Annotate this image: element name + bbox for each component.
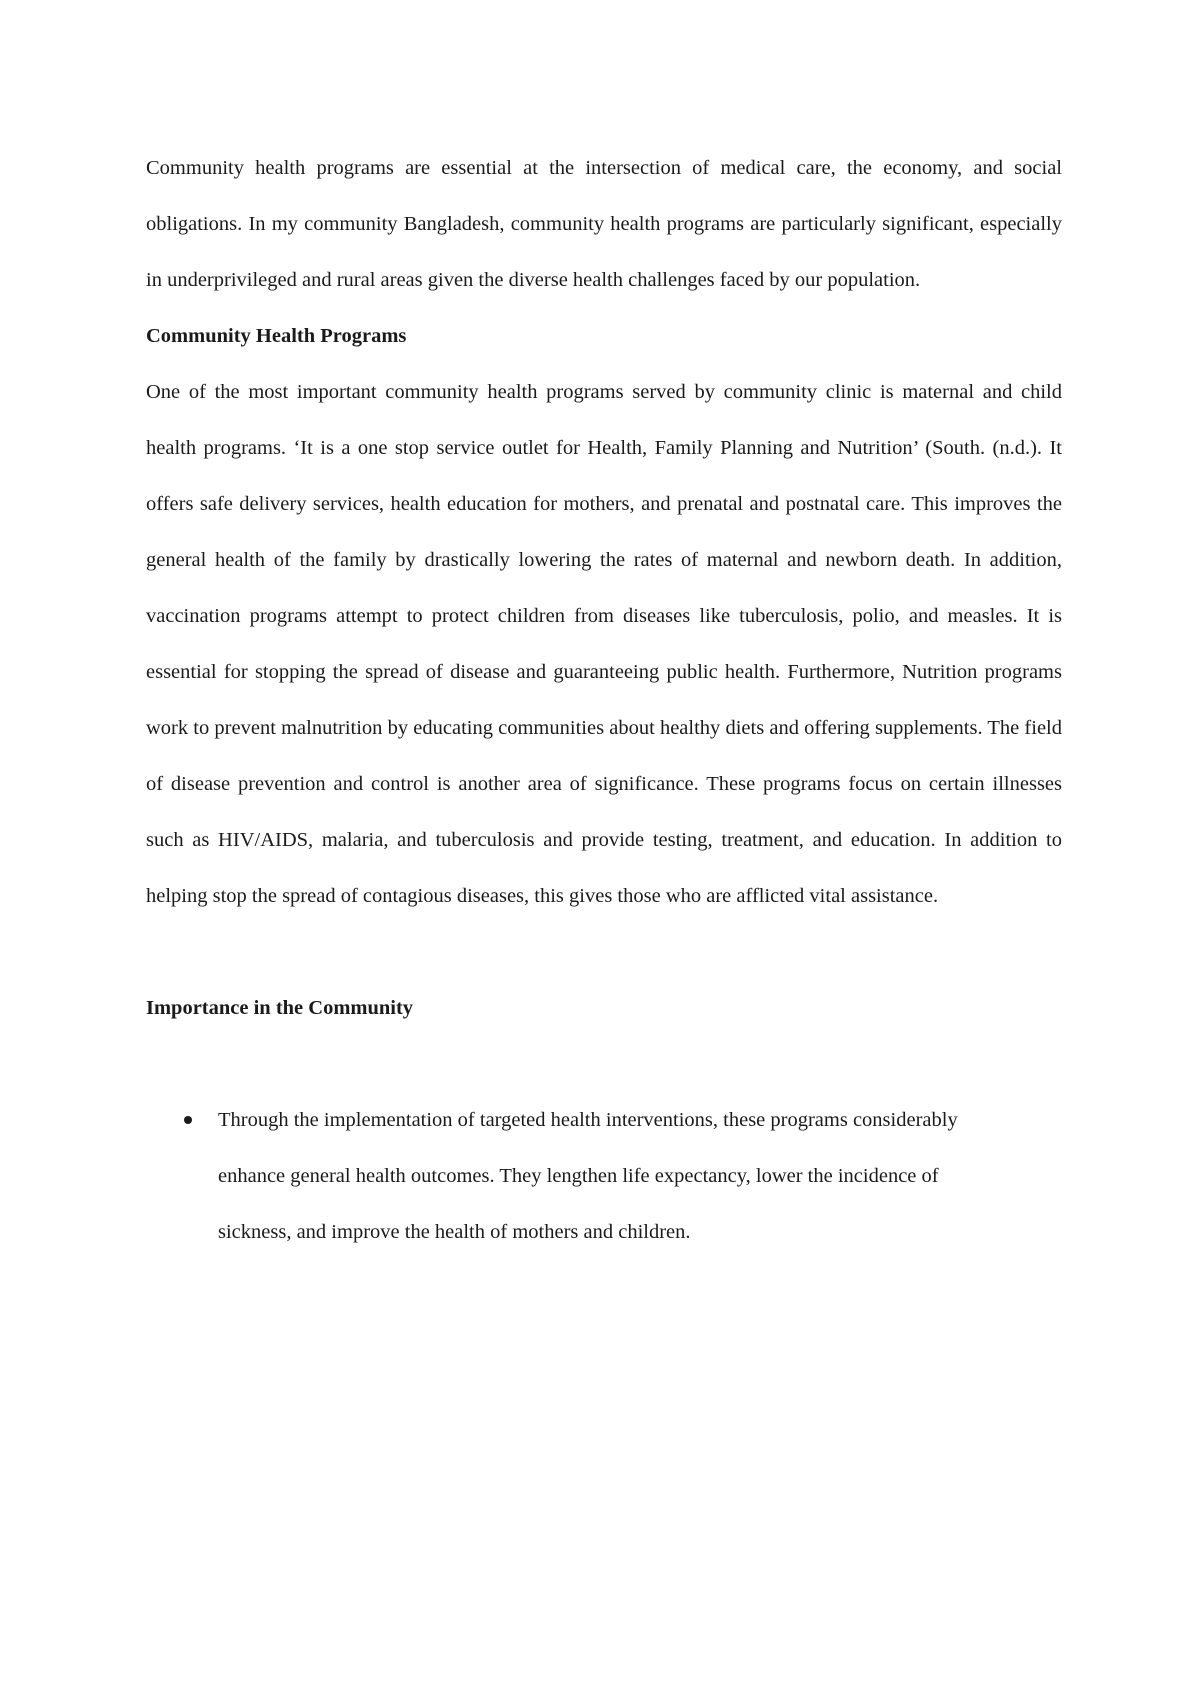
intro-paragraph: Community health programs are essential at the intersection of medical care, the economy, and social obligations. In my community Bangladesh, community health programs are particularly significant, especially in underprivileged and rural areas given the diverse health challenges faced by our population. (146, 157, 1062, 291)
importance-bullet-list (146, 1092, 1062, 1260)
community-health-programs-paragraph: One of the most important community health programs served by community clinic is maternal and child health programs. ‘It is a one stop service outlet for Health, Family Planning and Nutrition’ (South. (n.d.). It offers safe delivery services, health education for mothers, and prenatal and postnatal care. This improves the general health of the family by drastically lowering the rates of maternal and newborn death. In addition, vaccination programs attempt to protect children from diseases like tuberculosis, polio, and measles. It is essential for stopping the spread of disease and guaranteeing public health. Furthermore, Nutrition programs work to prevent malnutrition by educating communities about healthy diets and offering supplements. The field of disease prevention and control is another area of significance. These programs focus on certain illnesses such as HIV/AIDS, malaria, and tuberculosis and provide testing, treatment, and education. In addition to helping stop the spread of contagious diseases, this gives those who are afflicted vital assistance. (146, 381, 1062, 907)
section-heading-importance-in-the-community: Importance in the Community (146, 997, 414, 1019)
section-heading-community-health-programs: Community Health Programs (146, 325, 407, 347)
bullet-text: Through the implementation of targeted health interventions, these programs considerably enhance general health outcomes. They lengthen life expectancy, lower the incidence of sickness, and improve the health of mothers and children. (218, 1109, 958, 1243)
document-body (146, 140, 1062, 1260)
bullet-icon (184, 1116, 192, 1124)
list-item (146, 1092, 994, 1260)
